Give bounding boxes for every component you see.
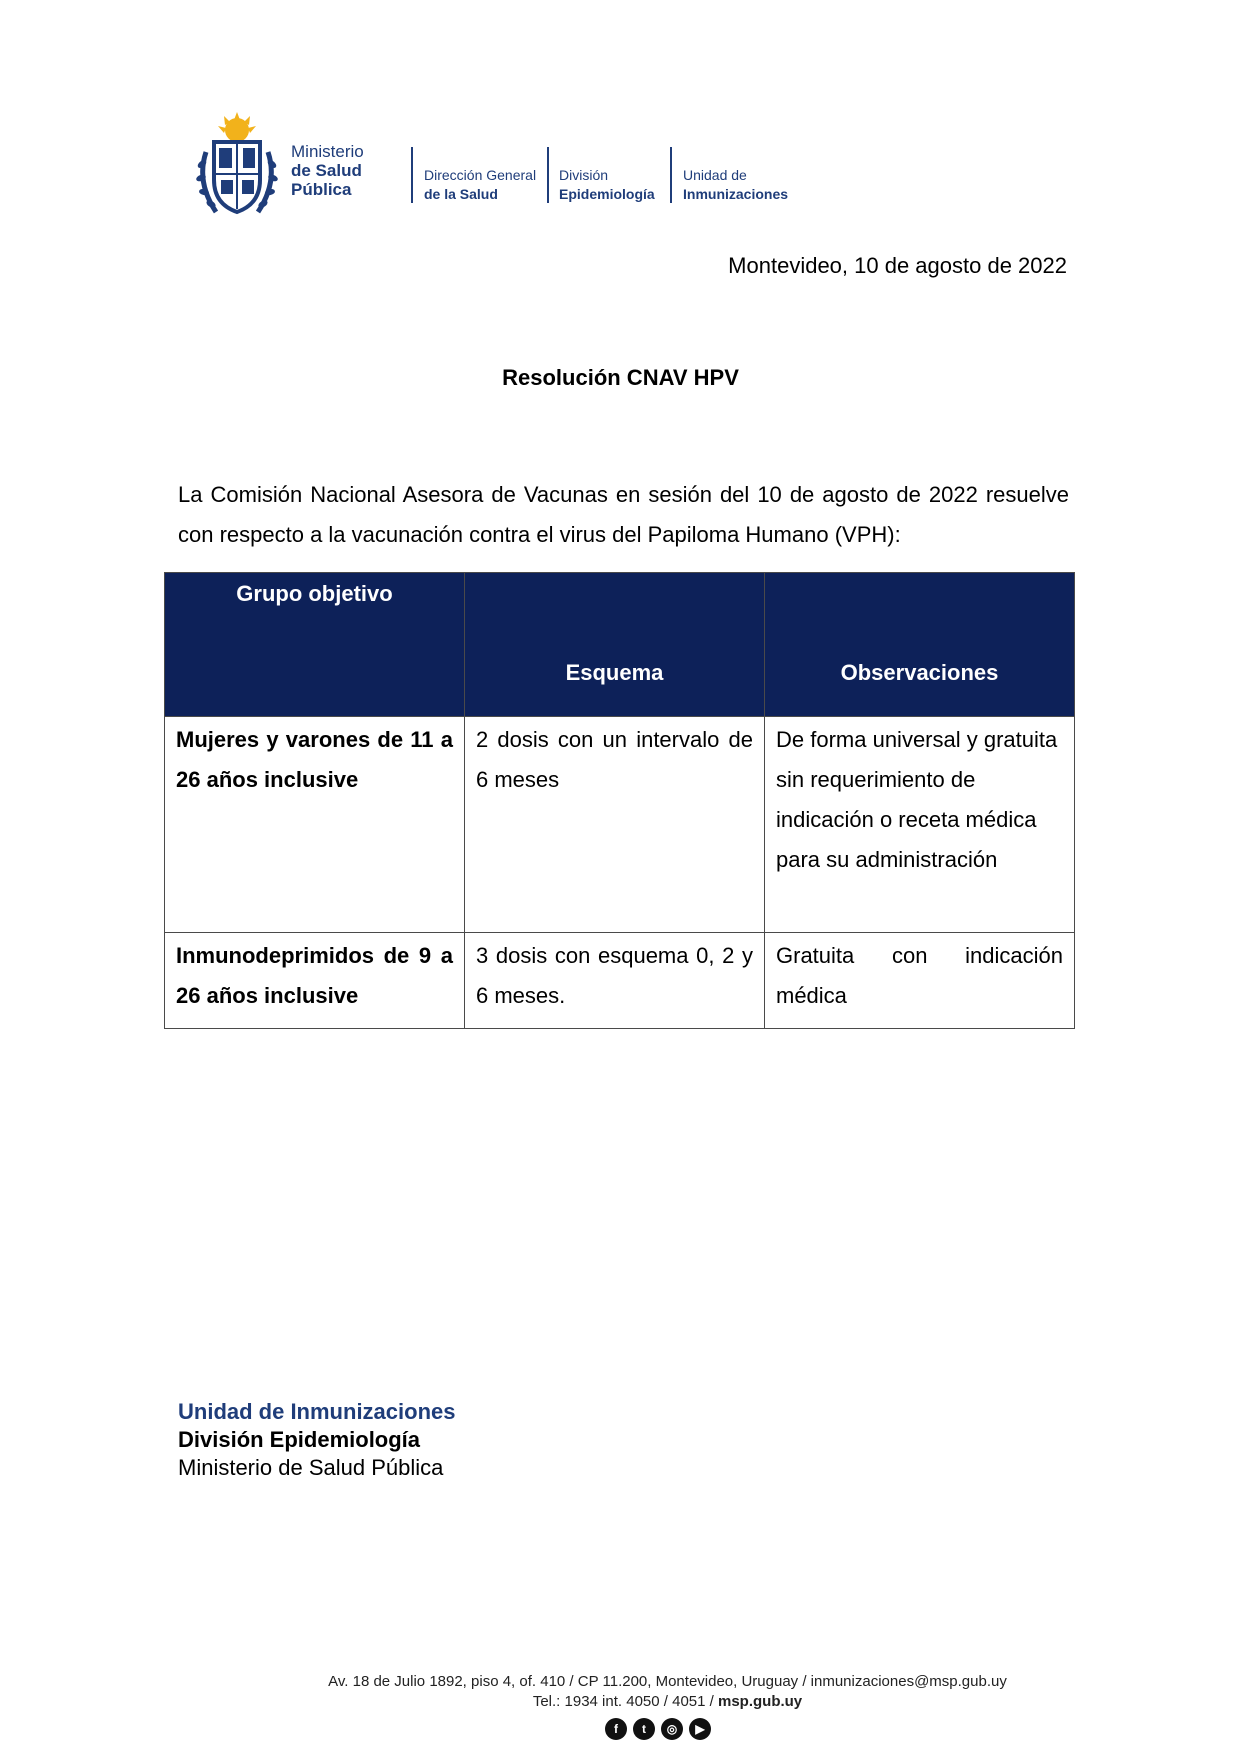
divider — [411, 147, 413, 203]
youtube-icon[interactable]: ▶ — [689, 1718, 711, 1740]
divider — [547, 147, 549, 203]
table-cell: 3 dosis con esquema 0, 2 y 6 meses. — [465, 933, 765, 1029]
footer-website-link[interactable]: msp.gub.uy — [717, 1693, 803, 1710]
unit-direccion — [424, 166, 536, 204]
ministry-line-2: de Salud — [291, 161, 362, 180]
footer-contact — [94, 1692, 1241, 1712]
twitter-icon[interactable]: t — [633, 1718, 655, 1740]
divider — [670, 147, 672, 203]
table-header-row — [165, 573, 1075, 717]
signature-unit: Unidad de Inmunizaciones — [178, 1399, 456, 1424]
column-header: Observaciones — [765, 573, 1075, 717]
coat-of-arms-icon — [194, 112, 280, 222]
document-title: Resolución CNAV HPV — [502, 365, 739, 390]
table-cell: 2 dosis con un intervalo de 6 meses — [465, 717, 765, 933]
ministry-line-3: Pública — [291, 180, 352, 199]
intro-paragraph: La Comisión Nacional Asesora de Vacunas en sesión del 10 de agosto de 2022 resuelve con respecto a la vacunación contra el virus del Papiloma Humano (VPH): — [178, 482, 1069, 547]
unit-line-2: Inmunizaciones — [683, 186, 789, 202]
facebook-icon[interactable]: f — [605, 1718, 627, 1740]
document-date: Montevideo, 10 de agosto de 2022 — [728, 253, 1067, 278]
footer-address: Av. 18 de Julio 1892, piso 4, of. 410 / CP 11.200, Montevideo, Uruguay / inmunizaciones@msp.gub.uy — [328, 1673, 1007, 1690]
signature-division: División Epidemiología — [178, 1427, 421, 1452]
ministry-line-1: Ministerio — [291, 142, 364, 161]
signature-ministry: Ministerio de Salud Pública — [178, 1455, 444, 1480]
ministry-name — [291, 142, 364, 199]
table-cell: Gratuita con indicación médica — [765, 933, 1075, 1029]
social-links — [605, 1718, 711, 1740]
letterhead — [194, 112, 834, 222]
unit-line-1: Unidad de — [683, 167, 747, 183]
table-cell: De forma universal y gratuita sin requerimiento de indicación o receta médica para su administración — [765, 717, 1075, 933]
table-cell: Mujeres y varones de 11 a 26 años inclusive — [165, 717, 465, 933]
table-row — [165, 933, 1075, 1029]
unit-line-2: Epidemiología — [559, 186, 655, 202]
unit-line-1: Dirección General — [424, 167, 537, 183]
column-header: Grupo objetivo — [165, 573, 465, 717]
footer-phone: Tel.: 1934 int. 4050 / 4051 / — [532, 1693, 714, 1710]
signature-block — [178, 1398, 455, 1482]
column-header: Esquema — [465, 573, 765, 717]
unit-line-2: de la Salud — [424, 186, 498, 202]
instagram-icon[interactable]: ◎ — [661, 1718, 683, 1740]
vaccination-table — [164, 572, 1075, 1029]
table-cell: Inmunodeprimidos de 9 a 26 años inclusive — [165, 933, 465, 1029]
table-row — [165, 717, 1075, 933]
unit-inmunizaciones — [683, 166, 788, 204]
unit-division — [559, 166, 655, 204]
unit-line-1: División — [559, 167, 609, 183]
footer — [0, 1672, 1241, 1712]
